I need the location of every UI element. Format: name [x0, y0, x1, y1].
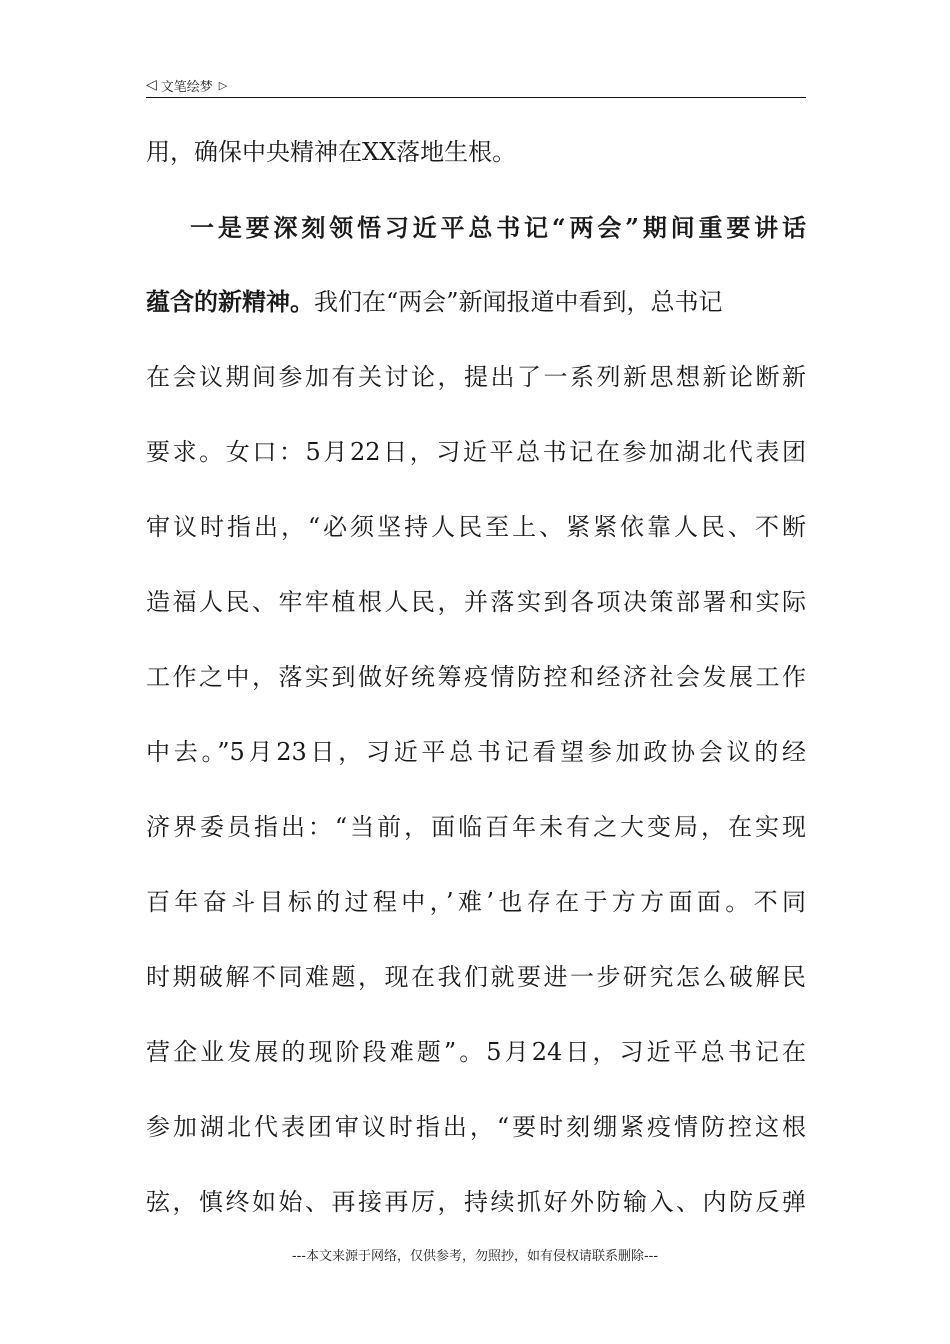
section-heading-end: 蕴含的新精神。: [146, 287, 314, 316]
header-brand: 文笔绘梦: [160, 79, 213, 95]
body-line: 在会议期间参加有关讨论，提出了一系列新思想新论断新: [146, 363, 806, 391]
left-arrow-icon: ◁: [146, 77, 157, 93]
body-line: 中去。”5月23日，习近平总书记看望参加政协会议的经: [146, 738, 806, 766]
body-line: 审议时指出，“必须坚持人民至上、紧紧依靠人民、不断: [146, 513, 806, 541]
body-line: 时期破解不同难题，现在我们就要进一步研究怎么破解民: [146, 963, 806, 991]
body-line-continuation: 我们在“两会”新闻报道中看到，总书记: [314, 288, 723, 316]
header-rule: [146, 97, 806, 98]
body-line: 工作之中，落实到做好统筹疫情防控和经济社会发展工作: [146, 663, 806, 691]
body-line: 营企业发展的现阶段难题”。5月24日，习近平总书记在: [146, 1038, 806, 1066]
body-line: 弦，慎终如始、再接再厉，持续抓好外防输入、内防反弹: [146, 1188, 806, 1216]
body-line: 造福人民、牢牢植根人民，并落实到各项决策部署和实际: [146, 588, 806, 616]
body-line: 参加湖北代表团审议时指出，“要时刻绷紧疫情防控这根: [146, 1113, 806, 1141]
body-line: 要求。女口：5月22日，习近平总书记在参加湖北代表团: [146, 438, 806, 466]
page-footer: ---本文来源于网络，仅供参考，勿照抄，如有侵权请联系删除---: [291, 1249, 659, 1264]
right-arrow-icon: ▷: [218, 78, 228, 92]
body-line: [146, 282, 806, 322]
body-line: 用，确保中央精神在XX落地生根。: [146, 138, 517, 166]
page-header: [146, 72, 806, 98]
body-line: 济界委员指出：“当前，面临百年未有之大变局，在实现: [146, 813, 806, 841]
body-line: 百年奋斗目标的过程中，’难’也存在于方方面面。不同: [146, 888, 806, 916]
section-heading: 一是要深刻领悟习近平总书记“两会”期间重要讲话: [190, 213, 806, 242]
